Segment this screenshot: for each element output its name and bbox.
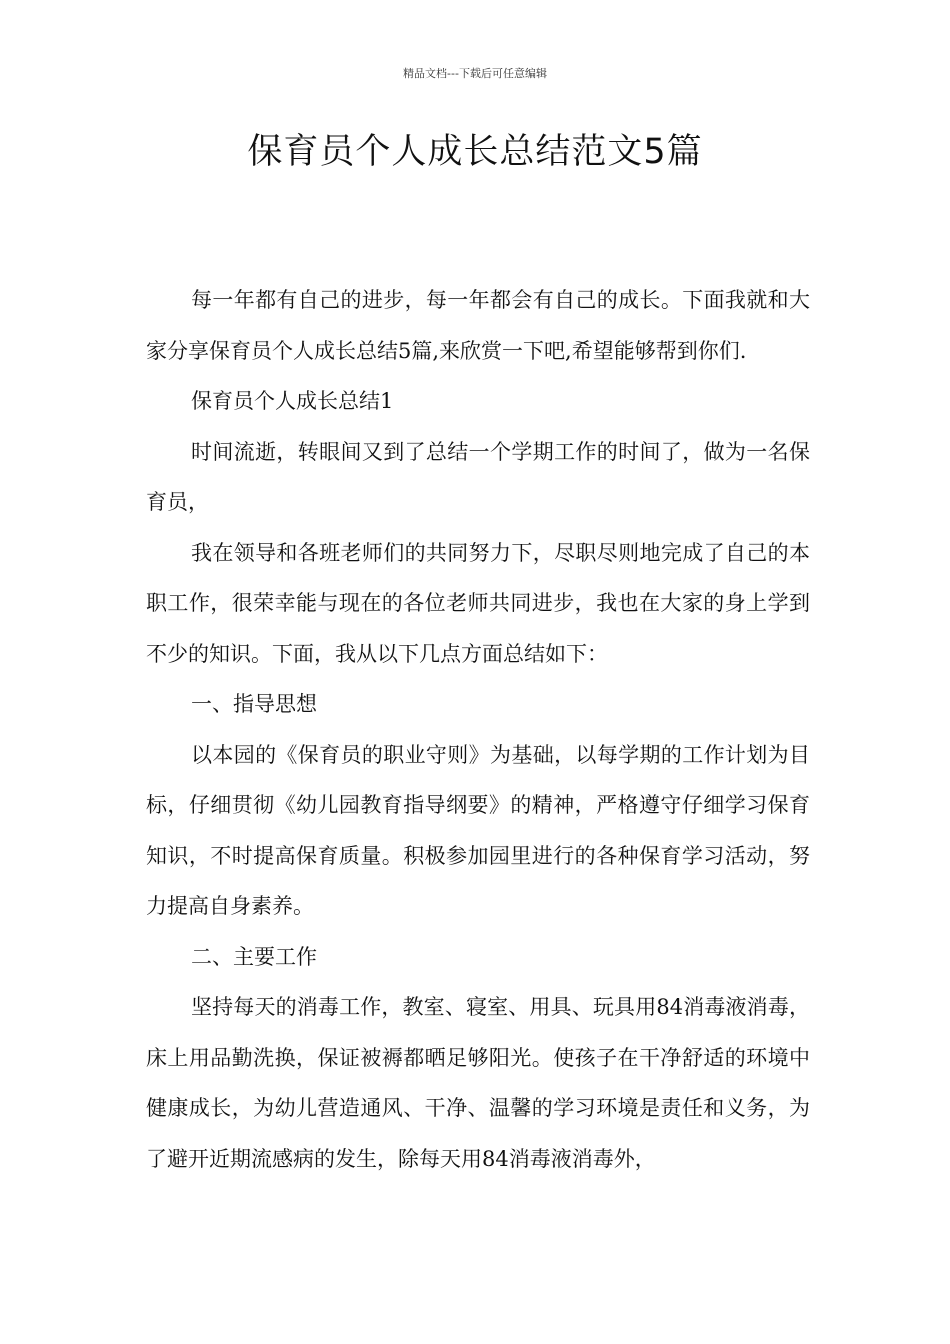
paragraph: 时间流逝，转眼间又到了总结一个学期工作的时间了，做为一名保育员， <box>146 439 810 514</box>
section-heading-summary-1: 保育员个人成长总结1 <box>191 389 394 413</box>
paragraph: 以本园的《保育员的职业守则》为基础，以每学期的工作计划为目标，仔细贯彻《幼儿园教育指导纲要》的精神，严格遵守仔细学习保育知识，不时提高保育质量。积极参加园里进行的各种保育学习活动，努力提高自身素养。 <box>146 742 810 918</box>
header-note: 精品文档---下载后可任意编辑 <box>403 67 547 80</box>
intro-paragraph: 每一年都有自己的进步，每一年都会有自己的成长。下面我就和大家分享保育员个人成长总结5篇,来欣赏一下吧,希望能够帮到你们. <box>146 288 810 363</box>
paragraph: 坚持每天的消毒工作，教室、寝室、用具、玩具用84消毒液消毒，床上用品勤洗换，保证被褥都晒足够阳光。使孩子在干净舒适的环境中健康成长，为幼儿营造通风、干净、温馨的学习环境是责任和义务，为了避开近期流感病的发生，除每天用84消毒液消毒外， <box>146 995 810 1171</box>
section-heading-main-work: 二、主要工作 <box>191 944 317 969</box>
document-title: 保育员个人成长总结范文5篇 <box>247 132 703 172</box>
section-heading-guiding-ideology: 一、指导思想 <box>191 692 317 716</box>
paragraph: 我在领导和各班老师们的共同努力下，尽职尽则地完成了自己的本职工作，很荣幸能与现在的各位老师共同进步，我也在大家的身上学到不少的知识。下面，我从以下几点方面总结如下： <box>146 540 810 666</box>
document-body <box>146 275 810 1184</box>
